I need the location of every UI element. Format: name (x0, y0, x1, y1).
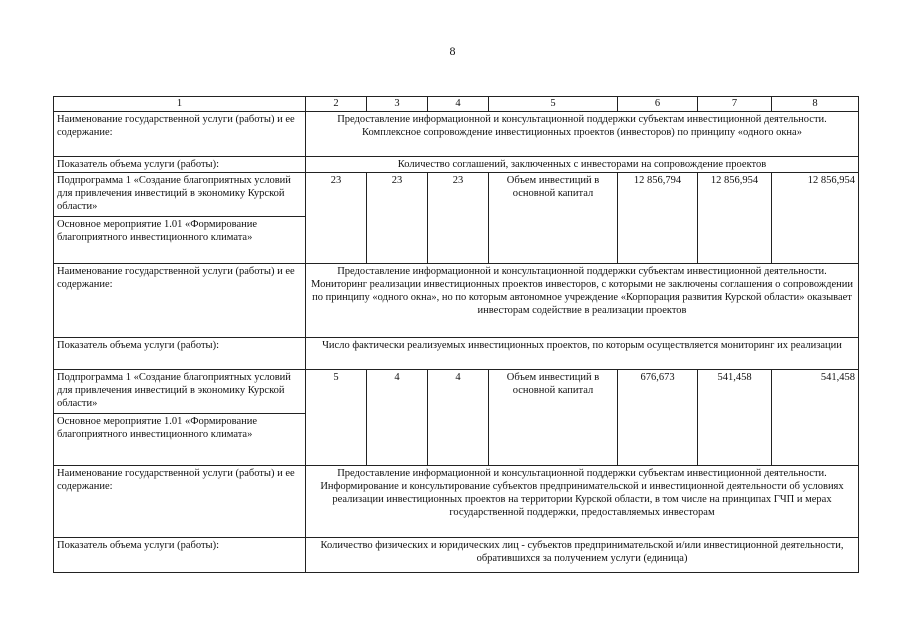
value-col-4: 23 (428, 173, 489, 264)
volume-indicator-label: Показатель объема услуги (работы): (54, 157, 306, 173)
value-col-2: 23 (306, 173, 367, 264)
amount-col-8: 541,458 (772, 370, 859, 466)
header-col-8: 8 (772, 97, 859, 112)
volume-indicator-label: Показатель объема услуги (работы): (54, 338, 306, 370)
indicator-text: Количество физических и юридических лиц - субъектов предпринимательской и/или инвестиционной деятельности, обратившихся за получением услуги (единица) (306, 538, 859, 573)
amount-col-8: 12 856,954 (772, 173, 859, 264)
service-title: Предоставление информационной и консультационной поддержки субъектам инвестиционной деятельности. (337, 114, 827, 125)
header-col-2: 2 (306, 97, 367, 112)
value-col-2: 5 (306, 370, 367, 466)
header-col-5: 5 (489, 97, 618, 112)
page-number: 8 (449, 44, 456, 58)
volume-indicator-label: Показатель объема услуги (работы): (54, 538, 306, 573)
subprogram-row-1 (54, 173, 859, 217)
service-content-1 (306, 112, 859, 157)
measure-text: Объем инвестиций в основной капитал (489, 370, 618, 466)
header-col-4: 4 (428, 97, 489, 112)
subprogram-label: Подпрограмма 1 «Создание благоприятных условий для привлечения инвестиций в экономику Курской области» (54, 173, 306, 217)
header-col-1: 1 (54, 97, 306, 112)
service-detail: Информирование и консультирование субъектов предпринимательской и инвестиционной деятельности об условиях реализации инвестиционных проектов на территории Курской области, в том числе на принципах ГЧП и мерах государственной поддержки, предоставляемых инвесторам (320, 481, 844, 518)
service-name-label: Наименование государственной услуги (работы) и ее содержание: (54, 112, 306, 157)
indicator-text: Количество соглашений, заключенных с инвесторами на сопровождение проектов (306, 157, 859, 173)
indicator-row-1 (54, 157, 859, 173)
service-name-label: Наименование государственной услуги (работы) и ее содержание: (54, 466, 306, 538)
amount-col-7: 541,458 (698, 370, 772, 466)
header-col-3: 3 (367, 97, 428, 112)
header-col-7: 7 (698, 97, 772, 112)
amount-col-7: 12 856,954 (698, 173, 772, 264)
service-content-2 (306, 264, 859, 338)
service-content-3 (306, 466, 859, 538)
value-col-3: 4 (367, 370, 428, 466)
service-title: Предоставление информационной и консультационной поддержки субъектам инвестиционной деятельности. (337, 266, 827, 277)
service-title: Предоставление информационной и консультационной поддержки субъектам инвестиционной деятельности. (337, 468, 827, 479)
value-col-4: 4 (428, 370, 489, 466)
service-row-3 (54, 466, 859, 538)
indicator-row-2 (54, 338, 859, 370)
indicator-text: Число фактически реализуемых инвестиционных проектов, по которым осуществляется мониторинг их реализации (306, 338, 859, 370)
subprogram-row-2 (54, 370, 859, 414)
subprogram-label: Подпрограмма 1 «Создание благоприятных условий для привлечения инвестиций в экономику Курской области» (54, 370, 306, 414)
measure-text: Объем инвестиций в основной капитал (489, 173, 618, 264)
amount-col-6: 676,673 (618, 370, 698, 466)
service-detail: Мониторинг реализации инвестиционных проектов инвесторов, с которыми не заключены соглашения о сопровождении по принципу «одного окна», но по которым автономное учреждение «Корпорация развития Курской области» оказывает инвесторам содействие в реализации проектов (311, 279, 853, 316)
main-event-label: Основное мероприятие 1.01 «Формирование благоприятного инвестиционного климата» (54, 217, 306, 264)
service-row-2 (54, 264, 859, 338)
service-detail: Комплексное сопровождение инвестиционных проектов (инвесторов) по принципу «одного окна» (362, 127, 802, 138)
value-col-3: 23 (367, 173, 428, 264)
header-row (54, 97, 859, 112)
service-row-1 (54, 112, 859, 157)
service-name-label: Наименование государственной услуги (работы) и ее содержание: (54, 264, 306, 338)
main-event-label: Основное мероприятие 1.01 «Формирование благоприятного инвестиционного климата» (54, 414, 306, 466)
indicator-row-3 (54, 538, 859, 573)
amount-col-6: 12 856,794 (618, 173, 698, 264)
services-table (53, 96, 859, 573)
header-col-6: 6 (618, 97, 698, 112)
